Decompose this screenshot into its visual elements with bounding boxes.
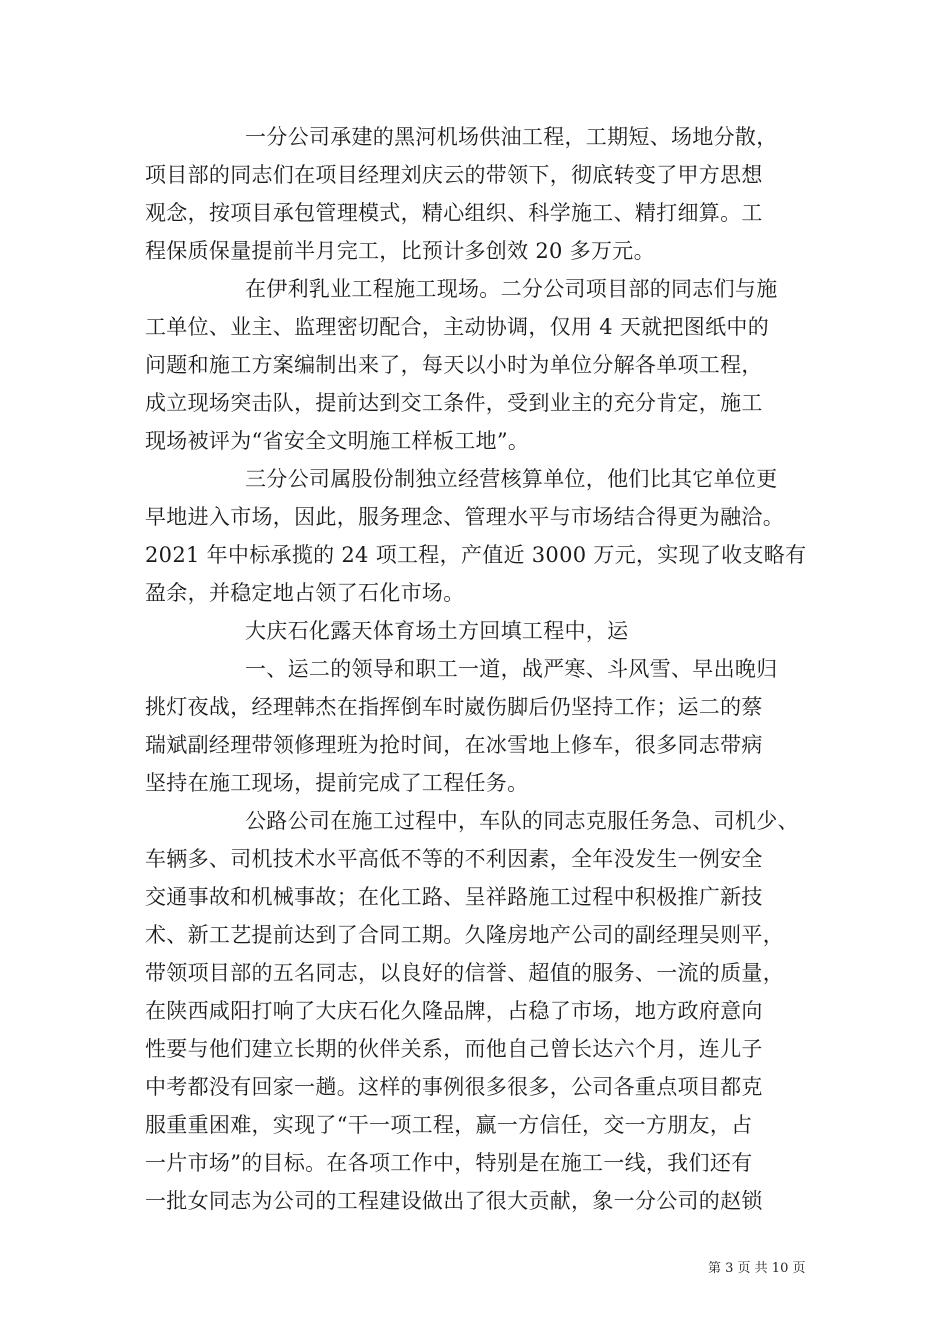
text-line: 现场被评为“省安全文明施工样板工地”。 xyxy=(145,429,530,453)
text-line: 在伊利乳业工程施工现场。二分公司项目部的同志们与施 xyxy=(245,277,778,301)
text-line: 性要与他们建立长期的伙伴关系，而他自己曾长达六个月，连儿子 xyxy=(145,1037,763,1061)
text-line: 问题和施工方案编制出来了，每天以小时为单位分解各单项工程， xyxy=(145,353,763,377)
text-line: 成立现场突击队，提前达到交工条件，受到业主的充分肯定，施工 xyxy=(145,391,763,415)
text-line: 车辆多、司机技术水平高低不等的不利因素，全年没发生一例安全 xyxy=(145,847,763,871)
text-line: 大庆石化露天体育场土方回填工程中，运 xyxy=(245,619,629,643)
text-line: 带领项目部的五名同志，以良好的信誉、超值的服务、一流的质量， xyxy=(145,961,784,985)
text-line: 项目部的同志们在项目经理刘庆云的带领下，彻底转变了甲方思想 xyxy=(145,163,763,187)
text-line: 一批女同志为公司的工程建设做出了很大贡献，象一分公司的赵锁 xyxy=(145,1189,763,1213)
text-line: 三分公司属股份制独立经营核算单位，他们比其它单位更 xyxy=(245,467,778,491)
text-line: 一、运二的领导和职工一道，战严寒、斗风雪、早出晚归 xyxy=(245,657,778,681)
text-line: 挑灯夜战，经理韩杰在指挥倒车时崴伤脚后仍坚持工作；运二的蔡 xyxy=(145,695,763,719)
text-line: 术、新工艺提前达到了合同工期。久隆房地产公司的副经理吴则平， xyxy=(145,923,784,947)
text-line: 程保质保量提前半月完工，比预计多创效 20 多万元。 xyxy=(145,239,655,263)
text-line: 一片市场”的目标。在各项工作中，特别是在施工一线，我们还有 xyxy=(145,1151,753,1175)
text-line: 盈余，并稳定地占领了石化市场。 xyxy=(145,581,465,605)
text-line: 交通事故和机械事故；在化工路、呈祥路施工过程中积极推广新技 xyxy=(145,885,763,909)
text-line: 在陕西咸阳打响了大庆石化久隆品牌，占稳了市场，地方政府意向 xyxy=(145,999,763,1023)
page-number-footer: 第 3 页 共 10 页 xyxy=(708,1261,806,1276)
text-line: 公路公司在施工过程中，车队的同志克服任务急、司机少、 xyxy=(245,809,799,833)
text-line: 观念，按项目承包管理模式，精心组织、科学施工、精打细算。工 xyxy=(145,201,763,225)
text-line: 一分公司承建的黑河机场供油工程，工期短、场地分散， xyxy=(245,125,778,149)
text-line: 早地进入市场，因此，服务理念、管理水平与市场结合得更为融洽。 xyxy=(145,505,784,529)
text-line: 服重重困难，实现了“干一项工程，赢一方信任，交一方朋友，占 xyxy=(145,1113,753,1137)
text-line: 坚持在施工现场，提前完成了工程任务。 xyxy=(145,771,529,795)
text-line: 瑞斌副经理带领修理班为抢时间，在冰雪地上修车，很多同志带病 xyxy=(145,733,763,757)
text-line: 2021 年中标承揽的 24 项工程，产值近 3000 万元，实现了收支略有 xyxy=(145,543,807,567)
text-line: 工单位、业主、监理密切配合，主动协调，仅用 4 天就把图纸中的 xyxy=(145,315,770,339)
text-line: 中考都没有回家一趟。这样的事例很多很多，公司各重点项目都克 xyxy=(145,1075,763,1099)
